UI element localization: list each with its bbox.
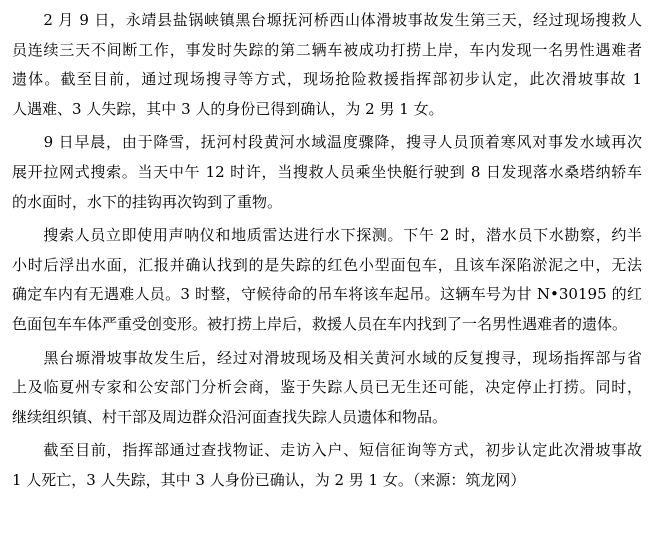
document-body [12, 6, 642, 500]
text-line: 人遇难、3 人失踪，其中 3 人的身份已得到确认，为 2 男 1 女。 [12, 99, 444, 118]
text-line: 继续组织镇、村干部及周边群众沿河面查找失踪人员遗体和物品。 [12, 407, 448, 426]
text-line: 上及临夏州专家和公安部门分析会商，鉴于失踪人员已无生还可能，决定停止打捞。同时， [12, 378, 642, 397]
text-line: 1 人死亡，3 人失踪，其中 3 人身份已确认，为 2 男 1 女。（来源：筑龙网） [12, 470, 526, 489]
text-line: 9 日早晨，由于降雪，抚河村段黄河水域温度骤降，搜寻人员顶着寒风对事发水域再次 [12, 133, 642, 152]
text-line: 截至目前，指挥部通过查找物证、走访入户、短信征询等方式，初步认定此次滑坡事故 [12, 441, 642, 460]
text-line: 2 月 9 日，永靖县盐锅峡镇黑台塬抚河桥西山体滑坡事故发生第三天，经过现场搜救人 [12, 11, 642, 29]
text-line: 搜索人员立即使用声呐仪和地质雷达进行水下探测。下午 2 时，潜水员下水勘察，约半 [12, 226, 642, 245]
text-line: 小时后浮出水面，汇报并确认找到的是失踪的红色小型面包车，且该车深陷淤泥之中，无法 [12, 255, 642, 274]
text-line: 展开拉网式搜索。当天中午 12 时许，当搜救人员乘坐快艇行驶到 8 日发现落水桑塔纳轿车 [12, 162, 642, 181]
paragraph-4 [12, 344, 642, 433]
text-line: 黑台塬滑坡事故发生后，经过对滑坡现场及相关黄河水域的反复搜寻，现场指挥部与省 [12, 348, 642, 367]
text-line: 遗体。截至目前，通过现场搜寻等方式，现场抢险救援指挥部初步认定，此次滑坡事故 1 [12, 70, 642, 89]
paragraph-3 [12, 221, 642, 339]
paragraph-1 [12, 6, 642, 124]
paragraph-2 [12, 128, 642, 217]
text-line: 的水面时，水下的挂钩再次钩到了重物。 [12, 192, 283, 211]
text-line: 员连续三天不间断工作，事发时失踪的第二辆车被成功打捞上岸，车内发现一名男性遇难者 [12, 40, 642, 59]
paragraph-5 [12, 436, 642, 495]
text-line: 色面包车车体严重受创变形。被打捞上岸后，救援人员在车内找到了一名男性遇难者的遗体。 [12, 314, 628, 333]
text-line: 确定车内有无遇难人员。3 时整，守候待命的吊车将该车起吊。这辆车号为甘 N•30195 的红 [12, 285, 642, 304]
